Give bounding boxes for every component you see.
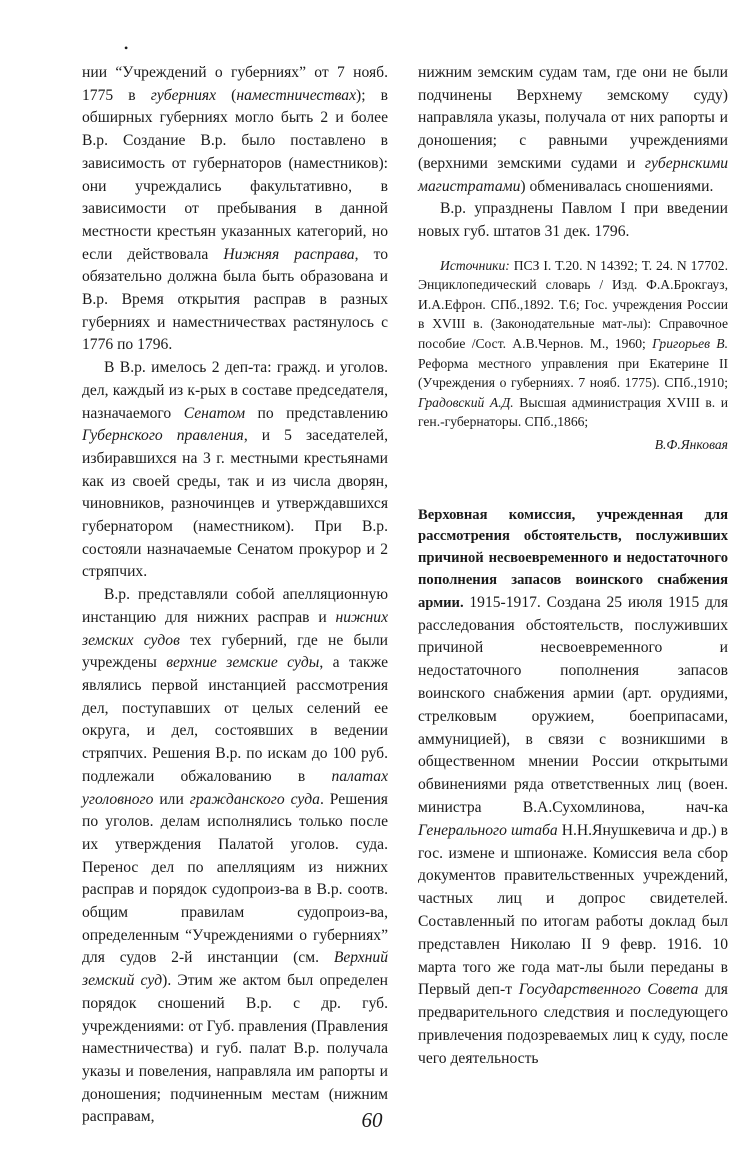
- link-gubernskoe-pravlenie: Губернского правления: [82, 427, 244, 445]
- link-gubernskie-magistraty: губернскими магистратами: [418, 154, 728, 195]
- left-column: [82, 62, 388, 1129]
- link-senat: Сенатом: [183, 404, 246, 422]
- link-generalny-shtab: Генерального штаба: [418, 821, 558, 839]
- page-number: 60: [361, 1108, 383, 1132]
- left-paragraph-2: В В.р. имелось 2 деп-та: гражд. и уголов. дел, каждый из к-рых в составе председателя, назначаемого Сенатом по представлению Губернского правления, и 5 заседателей, избиравшихся на 3 г. местными крестьянами как из своей среды, так и из числа дворян, чиновников, разночинцев и утверждавшихся губернатором (наместником). При В.р. состояли назначаемые Сенатом прокурор и 2 стряпчих.: [82, 359, 389, 581]
- link-verkhnie-zemskie-sudy: верхние земские суды: [166, 654, 320, 672]
- link-palaty-ugolovnogo: палатах уголовного: [82, 767, 388, 808]
- right-paragraph-1: нижним земским судам там, где они не были подчинены Верхнему земскому суду) направляла указы, получала от них рапорты и доношения; с равными учреждениями (верхними земскими судами и губернскими магистратами) обменивалась сношениями.: [418, 64, 728, 195]
- right-column: [418, 62, 728, 1071]
- link-verkhniy-zemskiy-sud: Верхний земский суд: [82, 949, 388, 990]
- link-grazhdanskogo-suda: гражданского суда: [189, 790, 320, 808]
- link-gosudarstvenny-sovet: Государственного Совета: [518, 981, 699, 999]
- entry-heading: Верховная комиссия, учрежденная для рассмотрения обстоятельств, послуживших причиной несвоевременного и недостаточного пополнения запасов воинского снабжения армии. 1915-1917. Создана 25 июля 1915 для расследования обстоятельств, послуживших причиной несвоевременного и недостаточного пополнения запасов воинского снабжения армии (арт. орудиями, стрелковым оружием, боеприпасами, аммуницией), в связи с возникшими в общественном мнении России открытыми обвинениями ряда ответственных лиц (воен. министра В.А.Сухомлинова, нач-ка Генерального штаба Н.Н.Янушкевича и др.) в гос. измене и шпионаже. Комиссия вела сбор документов правительственных учреждений, частных лиц и допрос свидетелей. Составленный по итогам работы доклад был представлен Николаю II 9 февр. 1916. 10 марта того же года мат-лы были переданы в Первый деп-т Государственного Совета для предварительного следствия и последующего привлечения подозреваемых лиц к суду, после чего деятельность: [418, 506, 728, 1067]
- right-paragraph-2: В.р. упразднены Павлом I при введении новых губ. штатов 31 дек. 1796.: [418, 200, 728, 240]
- link-nizhnyaya-rasprava: Нижняя расправа: [223, 245, 355, 263]
- link-nizhnie-zemskie-sudy: нижних земских судов: [82, 608, 388, 649]
- link-namestnichestva: наместничествах: [236, 86, 356, 104]
- sources: Источники: ПСЗ I. Т.20. N 14392; Т. 24. N 17702. Энциклопедический словарь / Изд. Ф.А.Брокгауз, И.А.Ефрон. СПб.,1892. Т.6; Гос. учреждения России в XVIII в. (Законодательные мат-лы): Справочное пособие /Сост. А.В.Чернов. М., 1960; Григорьев В. Реформа местного управления при Екатерине II (Учреждения о губерниях. 7 нояб. 1775). СПб.,1910; Градовский А.Д. Высшая администрация XVIII в. и ген.-губернаторы. СПб.,1866;: [418, 257, 729, 430]
- sources-label: Источники:: [440, 257, 510, 273]
- author-grigoriev: Григорьев В.: [652, 336, 728, 351]
- left-paragraph-3: В.р. представляли собой апелляционную инстанцию для нижних расправ и нижних земских судов тех губерний, где не были учреждены верхние земские суды, а также являлись первой инстанцией рассмотрения дел, поступавших от целых селений ее округа, и дел, состоявших в ведении стряпчих. Решения В.р. по искам до 100 руб. подлежали обжалованию в палатах уголовного или гражданского суда. Решения по уголов. делам исполнялись только после их утверждения Палатой уголов. суда. Перенос дел по апелляциям из нижних расправ и порядок судопроиз-ва в В.р. соотв. общим правилам судопроиз-ва, определенным “Учреждениями о губерниях” для судов 2-й инстанции (см. Верхний земский суд). Этим же актом был определен порядок сношений В.р. с др. губ. учреждениями: от Губ. правления (Правления наместничества) и губ. палат В.р. получала указы и повеления, направляла им рапорты и доношения; подчиненным местам (нижним расправам,: [82, 586, 389, 1126]
- stray-dot: •: [124, 41, 129, 55]
- author-signature: В.Ф.Янковая: [654, 436, 728, 452]
- entry-text: 1915-1917. Создана 25 июля 1915 для расследования обстоятельств, послуживших причиной несвоевременного и недостаточного пополнения запасов воинского снабжения армии (арт. орудиями, стрелковым оружием, боеприпасами, аммуницией), в связи с возникшими в общественном мнении России открытыми обвинениями ряда ответственных лиц (воен. министра В.А.Сухомлинова, нач-ка Генерального штаба Н.Н.Янушкевича и др.) в гос. измене и шпионаже. Комиссия вела сбор документов правительственных учреждений, частных лиц и допрос свидетелей. Составленный по итогам работы доклад был представлен Николаю II 9 февр. 1916. 10 марта того же года мат-лы были переданы в Первый деп-т Государственного Совета для предварительного следствия и последующего привлечения подозреваемых лиц к суду, после чего деятельность: [418, 593, 728, 1067]
- link-gubernii: губерниях: [150, 86, 217, 104]
- left-paragraph-1: нии “Учреждений о губерниях” от 7 нояб. 1775 в губерниях (наместничествах); в обширных губерниях могло быть 2 и более В.р. Создание В.р. было поставлено в зависимость от губернаторов (наместников): они учреждались факультативно, в зависимости от пребывания в данной местности крестьян указанных категорий, но если действовала Нижняя расправа, то обязательно должна была быть образована и В.р. Время открытия расправ в разных губерниях и наместничествах растянулось с 1776 по 1796.: [82, 64, 389, 354]
- author-gradovsky: Градовский А.Д.: [418, 394, 514, 410]
